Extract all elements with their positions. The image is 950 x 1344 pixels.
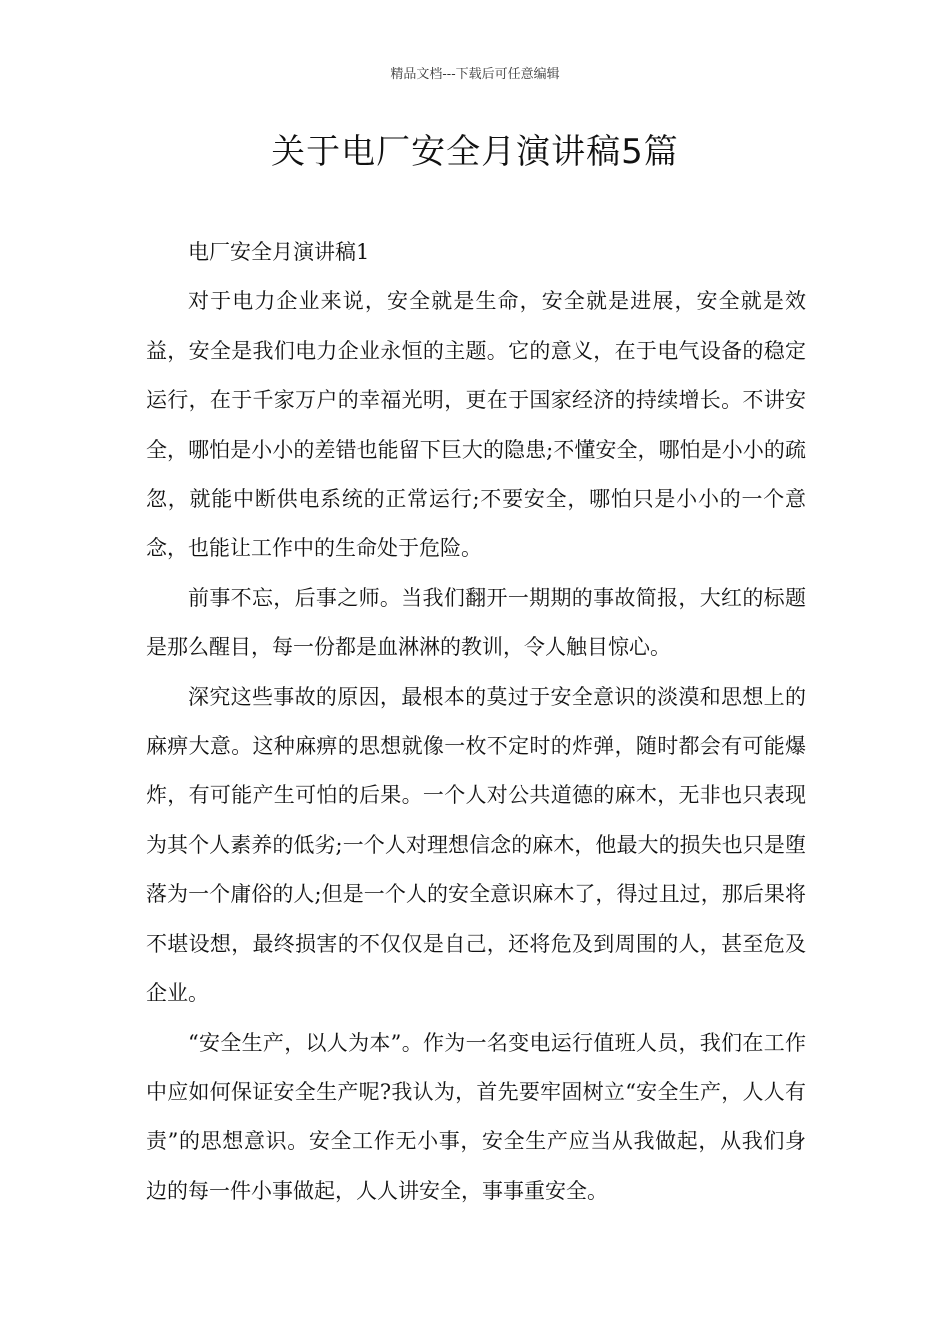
header-note: 精品文档---下载后可任意编辑 — [390, 67, 560, 82]
body-paragraph: “安全生产，以人为本”。作为一名变电运行值班人员，我们在工作中应如何保证安全生产呢?我认为，首先要牢固树立“安全生产，人人有责”的思想意识。安全工作无小事，安全生产应当从我做起，从我们身边的每一件小事做起，人人讲安全，事事重安全。 — [146, 1030, 806, 1203]
document-body — [146, 228, 806, 1216]
body-paragraph: 前事不忘，后事之师。当我们翻开一期期的事故简报，大红的标题是那么醒目，每一份都是血淋淋的教训，令人触目惊心。 — [146, 585, 806, 660]
section-heading: 电厂安全月演讲稿1 — [188, 240, 370, 264]
body-paragraph: 对于电力企业来说，安全就是生命，安全就是进展，安全就是效益，安全是我们电力企业永恒的主题。它的意义，在于电气设备的稳定运行，在于千家万户的幸福光明，更在于国家经济的持续增长。不讲安全，哪怕是小小的差错也能留下巨大的隐患;不懂安全，哪怕是小小的疏忽，就能中断供电系统的正常运行;不要安全，哪怕只是小小的一个意念，也能让工作中的生命处于危险。 — [146, 289, 806, 561]
document-title: 关于电厂安全月演讲稿5篇 — [271, 132, 679, 172]
body-paragraph: 深究这些事故的原因，最根本的莫过于安全意识的淡漠和思想上的麻痹大意。这种麻痹的思想就像一枚不定时的炸弹，随时都会有可能爆炸，有可能产生可怕的后果。一个人对公共道德的麻木，无非也只表现为其个人素养的低劣;一个人对理想信念的麻木，他最大的损失也只是堕落为一个庸俗的人;但是一个人的安全意识麻木了，得过且过，那后果将不堪设想，最终损害的不仅仅是自己，还将危及到周围的人，甚至危及企业。 — [146, 684, 806, 1006]
